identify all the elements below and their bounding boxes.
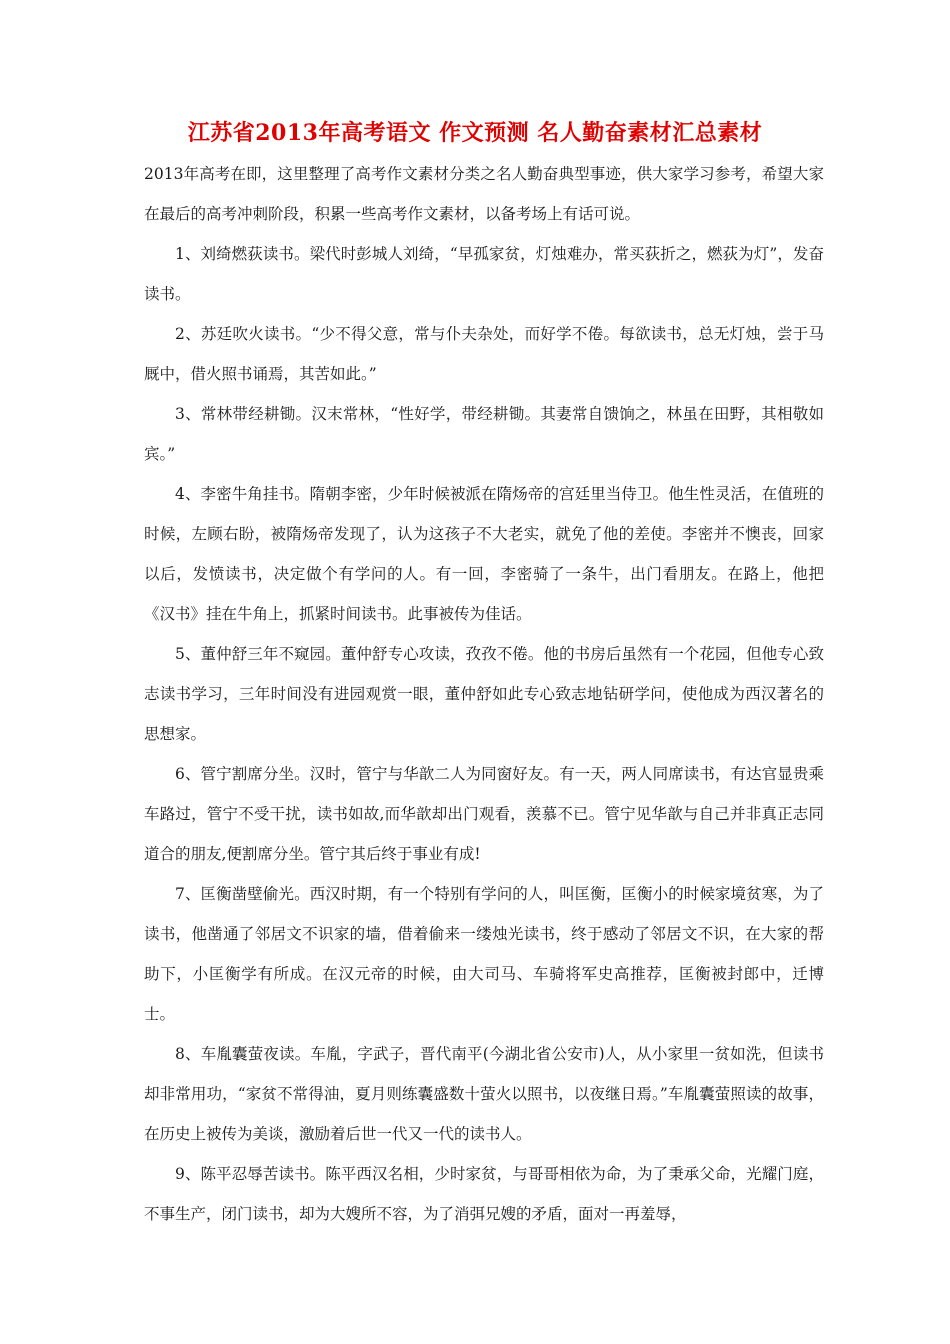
paragraph-6: 6、管宁割席分坐。汉时，管宁与华歆二人为同窗好友。有一天，两人同席读书，有达官显贵乘车路过，管宁不受干扰，读书如故,而华歆却出门观看，羡慕不已。管宁见华歆与自己并非真正志同道合的朋友,便割席分坐。管宁其后终于事业有成! [144, 765, 824, 863]
document-title: 江苏省2013年高考语文 作文预测 名人勤奋素材汇总素材 [187, 120, 763, 146]
paragraph-4: 4、李密牛角挂书。隋朝李密，少年时候被派在隋炀帝的宫廷里当侍卫。他生性灵活，在值班的时候，左顾右盼，被隋炀帝发现了，认为这孩子不大老实，就免了他的差使。李密并不懊丧，回家以后，发愤读书，决定做个有学问的人。有一回，李密骑了一条牛，出门看朋友。在路上，他把《汉书》挂在牛角上，抓紧时间读书。此事被传为佳话。 [144, 485, 824, 623]
paragraph-7: 7、匡衡凿壁偷光。西汉时期，有一个特别有学问的人，叫匡衡，匡衡小的时候家境贫寒，为了读书，他凿通了邻居文不识家的墙，借着偷来一缕烛光读书，终于感动了邻居文不识，在大家的帮助下，小匡衡学有所成。在汉元帝的时候，由大司马、车骑将军史高推荐，匡衡被封郎中，迁博士。 [144, 885, 824, 1023]
paragraph-2: 2、苏廷吹火读书。“少不得父意，常与仆夫杂处，而好学不倦。每欲读书，总无灯烛，尝于马厩中，借火照书诵焉，其苦如此。” [144, 325, 824, 383]
intro-paragraph: 2013年高考在即，这里整理了高考作文素材分类之名人勤奋典型事迹，供大家学习参考，希望大家在最后的高考冲刺阶段，积累一些高考作文素材，以备考场上有话可说。 [144, 165, 824, 223]
paragraph-3: 3、常林带经耕锄。汉末常林，“性好学，带经耕锄。其妻常自馈饷之，林虽在田野，其相敬如宾。” [144, 405, 824, 463]
paragraph-9: 9、陈平忍辱苦读书。陈平西汉名相，少时家贫，与哥哥相依为命，为了秉承父命，光耀门庭，不事生产，闭门读书，却为大嫂所不容，为了消弭兄嫂的矛盾，面对一再羞辱， [144, 1165, 824, 1223]
paragraph-1: 1、刘绮燃荻读书。梁代时彭城人刘绮，“早孤家贫，灯烛难办，常买荻折之，燃荻为灯”，发奋读书。 [144, 245, 824, 303]
document-body [144, 154, 824, 1234]
paragraph-8: 8、车胤囊萤夜读。车胤，字武子，晋代南平(今湖北省公安市)人，从小家里一贫如洗，但读书却非常用功，“家贫不常得油，夏月则练囊盛数十萤火以照书，以夜继日焉。”车胤囊萤照读的故事，在历史上被传为美谈，激励着后世一代又一代的读书人。 [144, 1045, 824, 1143]
paragraph-5: 5、董仲舒三年不窥园。董仲舒专心攻读，孜孜不倦。他的书房后虽然有一个花园，但他专心致志读书学习，三年时间没有进园观赏一眼，董仲舒如此专心致志地钻研学问，使他成为西汉著名的思想家。 [144, 645, 824, 743]
